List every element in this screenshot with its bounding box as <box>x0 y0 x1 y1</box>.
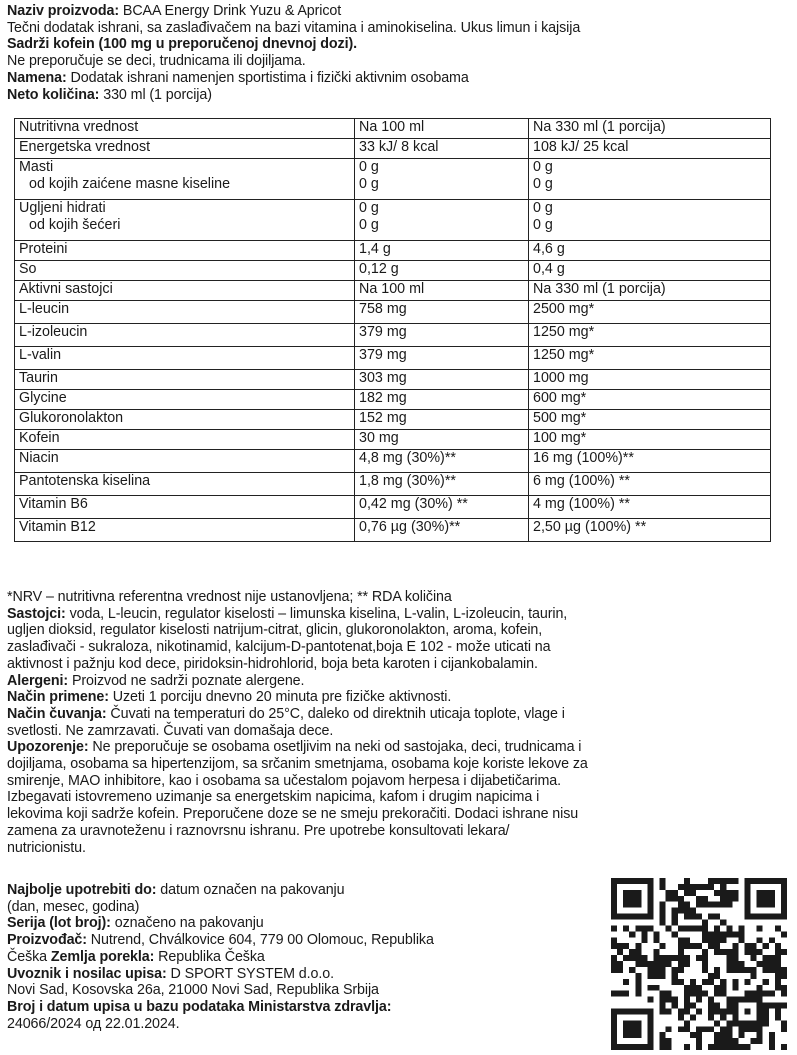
table-cell <box>355 200 529 241</box>
table-row <box>15 370 771 390</box>
warning-line-6: zamena za uravnoteženu i raznovrsnu ishranu. Pre upotrebe konsultovati lekara/ <box>7 822 510 839</box>
table-cell: 1000 mg <box>529 370 771 390</box>
warning-label: Upozorenje: <box>7 739 89 756</box>
table-cell: 4 mg (100%) ** <box>529 496 771 519</box>
table-cell: 2500 mg* <box>529 301 771 324</box>
nutrition-table-body <box>15 119 771 542</box>
table-row <box>15 261 771 281</box>
table-cell: Glukoronolakton <box>15 410 355 430</box>
registry-value: 24066/2024 од 22.01.2024. <box>7 1015 180 1032</box>
importer-value: D SPORT SYSTEM d.o.o. <box>166 965 334 982</box>
importer-line <box>7 966 607 983</box>
warning-line-3: smirenje, MAO inhibitore, kao i osobama sa učestalom pojavom herpesa i dijabetičarima. <box>7 772 562 789</box>
manufacturer-line <box>7 932 607 949</box>
manufacturer-label: Proizvođač: <box>7 932 87 949</box>
table-row <box>15 496 771 519</box>
purpose-label: Namena: <box>7 69 67 86</box>
ingredients-text-1: voda, L-leucin, regulator kiselosti – limunska kiselina, L-valin, L-izoleucin, taurin, <box>65 605 568 622</box>
ingredients-label: Sastojci: <box>7 605 66 622</box>
table-cell: 33 kJ/ 8 kcal <box>355 139 529 159</box>
warning-line-1 <box>7 739 793 756</box>
best-before-format: (dan, mesec, godina) <box>7 898 140 915</box>
table-row <box>15 473 771 496</box>
table-cell: L-izoleucin <box>15 324 355 347</box>
best-before-line <box>7 882 607 899</box>
qr-code-icon <box>611 878 787 1050</box>
product-description: Tečni dodatak ishrani, sa zaslađivačem na bazi vitamina i aminokiselina. Ukus limun i kajsija <box>7 19 581 36</box>
table-cell: 2,50 µg (100%) ** <box>529 519 771 542</box>
table-row <box>15 390 771 410</box>
table-cell: Pantotenska kiselina <box>15 473 355 496</box>
table-cell: 1250 mg* <box>529 347 771 370</box>
origin-line <box>7 949 607 966</box>
storage-line-2: svetlosti. Ne zamrzavati. Čuvati van domašaja dece. <box>7 722 334 739</box>
table-cell: Na 330 ml (1 porcija) <box>529 119 771 139</box>
warning-text-1: Ne preporučuje se osobama osetljivim na neki od sastojaka, deci, trudnicama i <box>88 739 582 756</box>
label-legal-info <box>7 882 607 1032</box>
importer-address: Novi Sad, Kosovska 26a, 21000 Novi Sad, Republika Srbija <box>7 982 379 999</box>
table-cell: 1250 mg* <box>529 324 771 347</box>
table-cell: 0,12 g <box>355 261 529 281</box>
table-row <box>15 450 771 473</box>
table-row <box>15 281 771 301</box>
table-cell: So <box>15 261 355 281</box>
table-cell: Taurin <box>15 370 355 390</box>
table-cell: 1,4 g <box>355 241 529 261</box>
ingredients-line-4: aktivnost i pažnju kod dece, piridoksin-hidrohlorid, boja beta karoten i cijankobalamin. <box>7 655 538 672</box>
table-cell: L-valin <box>15 347 355 370</box>
lot-label: Serija (lot broj): <box>7 915 111 932</box>
purpose-value: Dodatak ishrani namenjen sportistima i fizički aktivnim osobama <box>66 69 469 86</box>
table-cell: 182 mg <box>355 390 529 410</box>
label-header <box>7 3 793 103</box>
ingredients-line-3: zaslađivači - sukraloza, nikotinamid, kalcijum-D-pantotenat,boja E 102 - može uticati na <box>7 639 551 656</box>
warning-line-5: lekovima koji sadrže kofein. Preporučene doze se ne smeju prekoračiti. Dodaci ishrane nisu <box>7 806 579 823</box>
table-cell: 16 mg (100%)** <box>529 450 771 473</box>
allergens-value: Proizvod ne sadrži poznate alergene. <box>68 672 305 689</box>
storage-label: Način čuvanja: <box>7 705 107 722</box>
product-name-line <box>7 3 793 20</box>
table-row <box>15 519 771 542</box>
usage-line <box>7 689 793 706</box>
cell-text: 0 g <box>359 159 379 175</box>
ingredients-line-2: ugljen dioksid, regulator kiselosti natrijum-citrat, glicin, glukoronolakton, aroma, kofein, <box>7 622 543 639</box>
table-row <box>15 430 771 450</box>
table-cell: Energetska vrednost <box>15 139 355 159</box>
storage-line-1 <box>7 706 793 723</box>
cell-text: 0 g <box>533 200 553 216</box>
net-quantity-value: 330 ml (1 porcija) <box>99 86 212 103</box>
table-cell <box>15 200 355 241</box>
table-cell <box>355 159 529 200</box>
cell-subtext: 0 g <box>359 176 379 192</box>
warning-line-7: nutricionistu. <box>7 839 86 856</box>
table-cell: 303 mg <box>355 370 529 390</box>
cell-subtext: 0 g <box>533 217 553 233</box>
table-cell <box>15 159 355 200</box>
cell-subtext: od kojih zaićene masne kiseline <box>29 176 231 192</box>
table-cell: Nutritivna vrednost <box>15 119 355 139</box>
warning-line-2: dojiljama, osobama sa hipertenzijom, sa srčanim smetnjama, osobama koje koriste lekove za <box>7 756 588 773</box>
net-quantity-label: Neto količina: <box>7 86 100 103</box>
lot-value: označeno na pakovanju <box>110 915 264 932</box>
table-cell <box>529 159 771 200</box>
usage-label: Način primene: <box>7 689 109 706</box>
cell-subtext: od kojih šećeri <box>29 217 121 233</box>
table-row <box>15 139 771 159</box>
table-row <box>15 241 771 261</box>
short-warning: Ne preporučuje se deci, trudnicama ili dojiljama. <box>7 53 306 70</box>
table-cell: L-leucin <box>15 301 355 324</box>
table-cell: Vitamin B6 <box>15 496 355 519</box>
nrv-note: *NRV – nutritivna referentna vrednost nije ustanovljena; ** RDA količina <box>7 589 452 605</box>
origin-label: Zemlja porekla: <box>50 948 155 965</box>
allergens-line <box>7 673 793 690</box>
table-row <box>15 200 771 241</box>
importer-label: Uvoznik i nosilac upisa: <box>7 965 167 982</box>
cell-text: 0 g <box>533 159 553 175</box>
table-row <box>15 159 771 200</box>
cell-text: 0 g <box>359 200 379 216</box>
table-cell: 0,42 mg (30%) ** <box>355 496 529 519</box>
net-quantity-line <box>7 87 793 104</box>
table-cell: 600 mg* <box>529 390 771 410</box>
table-cell: 1,8 mg (30%)** <box>355 473 529 496</box>
table-cell: 4,8 mg (30%)** <box>355 450 529 473</box>
cell-text: Ugljeni hidrati <box>19 200 106 216</box>
cell-subtext: 0 g <box>359 217 379 233</box>
product-name-value: BCAA Energy Drink Yuzu & Apricot <box>119 3 342 19</box>
table-cell: Na 100 ml <box>355 281 529 301</box>
caffeine-notice: Sadrži kofein (100 mg u preporučenoj dnevnoj dozi). <box>7 36 357 53</box>
table-cell: 379 mg <box>355 324 529 347</box>
table-row <box>15 301 771 324</box>
label-details <box>7 589 793 856</box>
storage-text-1: Čuvati na temperaturi do 25°C, daleko od direktnih uticaja toplote, vlage i <box>106 705 565 722</box>
table-row <box>15 410 771 430</box>
table-cell: 6 mg (100%) ** <box>529 473 771 496</box>
table-cell: 758 mg <box>355 301 529 324</box>
table-cell: 0,4 g <box>529 261 771 281</box>
table-cell: 0,76 µg (30%)** <box>355 519 529 542</box>
table-cell: 30 mg <box>355 430 529 450</box>
warning-line-4: Izbegavati istovremeno uzimanje sa energetskim napicima, kafom i drugim napicima i <box>7 789 540 806</box>
manufacturer-country: Češka <box>7 948 51 965</box>
allergens-label: Alergeni: <box>7 672 69 689</box>
table-cell: 500 mg* <box>529 410 771 430</box>
table-row <box>15 324 771 347</box>
cell-subtext: 0 g <box>533 176 553 192</box>
lot-line <box>7 915 607 932</box>
nutrition-table <box>14 118 771 542</box>
registry-label: Broj i datum upisa u bazu podataka Ministarstva zdravlja: <box>7 998 392 1015</box>
table-row <box>15 347 771 370</box>
table-cell: 152 mg <box>355 410 529 430</box>
table-cell: 108 kJ/ 25 kcal <box>529 139 771 159</box>
product-name-label: Naziv proizvoda: <box>7 3 120 19</box>
table-cell: Na 330 ml (1 porcija) <box>529 281 771 301</box>
best-before-value: datum označen na pakovanju <box>156 882 345 898</box>
table-cell: Na 100 ml <box>355 119 529 139</box>
origin-value: Republika Češka <box>154 948 265 965</box>
table-cell: 4,6 g <box>529 241 771 261</box>
table-cell: Aktivni sastojci <box>15 281 355 301</box>
table-cell: Glycine <box>15 390 355 410</box>
table-cell: 379 mg <box>355 347 529 370</box>
manufacturer-value: Nutrend, Chválkovice 604, 779 00 Olomouc, Republika <box>86 932 434 949</box>
table-cell: Niacin <box>15 450 355 473</box>
usage-value: Uzeti 1 porciju dnevno 20 minuta pre fizičke aktivnosti. <box>108 689 452 706</box>
table-row <box>15 119 771 139</box>
cell-text: Masti <box>19 159 54 175</box>
table-cell <box>529 200 771 241</box>
ingredients-line-1 <box>7 606 793 623</box>
table-cell: Kofein <box>15 430 355 450</box>
purpose-line <box>7 70 793 87</box>
table-cell: Vitamin B12 <box>15 519 355 542</box>
table-cell: 100 mg* <box>529 430 771 450</box>
best-before-label: Najbolje upotrebiti do: <box>7 882 157 898</box>
table-cell: Proteini <box>15 241 355 261</box>
